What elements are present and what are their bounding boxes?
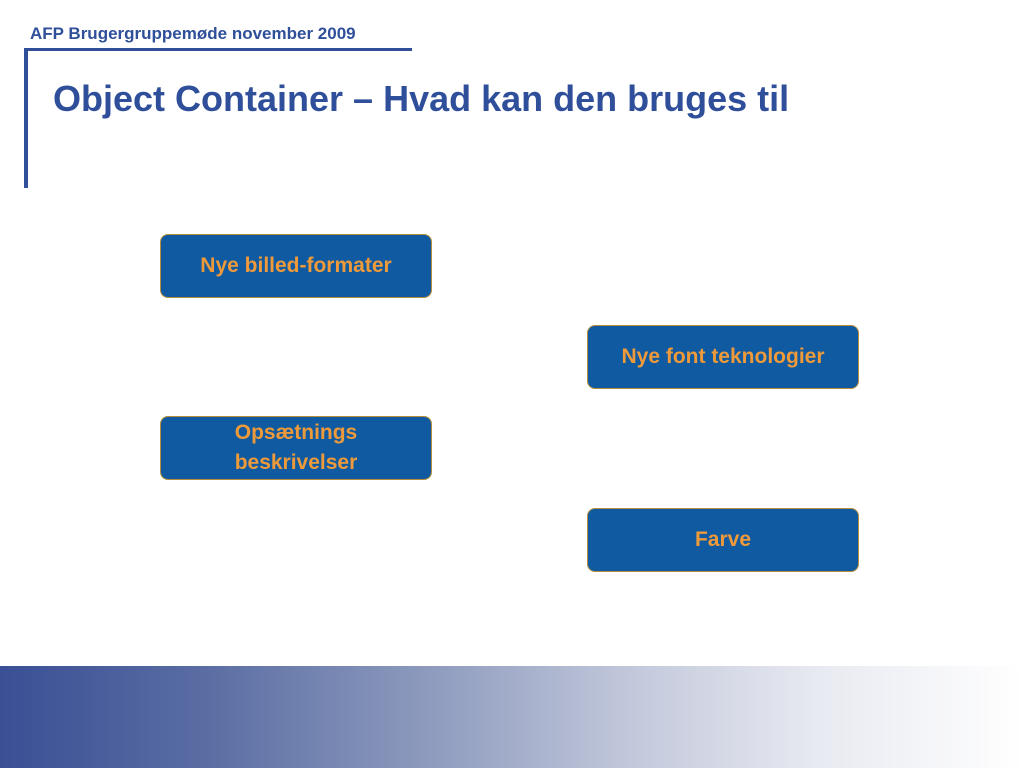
box-nye-billed-formater[interactable] <box>160 234 432 298</box>
header-underline <box>24 48 412 51</box>
footer-gradient-band <box>0 666 1024 768</box>
box-label: Nye font teknologier <box>621 344 825 368</box>
box-farve[interactable] <box>587 508 859 572</box>
box-label: Farve <box>694 527 752 551</box>
box-label: Opsætnings beskrivelser <box>234 420 358 474</box>
title-accent-bar <box>24 48 28 188</box>
box-opsaetnings-beskrivelser[interactable] <box>160 416 432 480</box>
slide-title: Object Container – Hvad kan den bruges til <box>53 78 790 119</box>
presentation-header: AFP Brugergruppemøde november 2009 <box>30 24 356 43</box>
box-label: Nye billed-formater <box>200 253 392 277</box>
box-nye-font-teknologier[interactable] <box>587 325 859 389</box>
